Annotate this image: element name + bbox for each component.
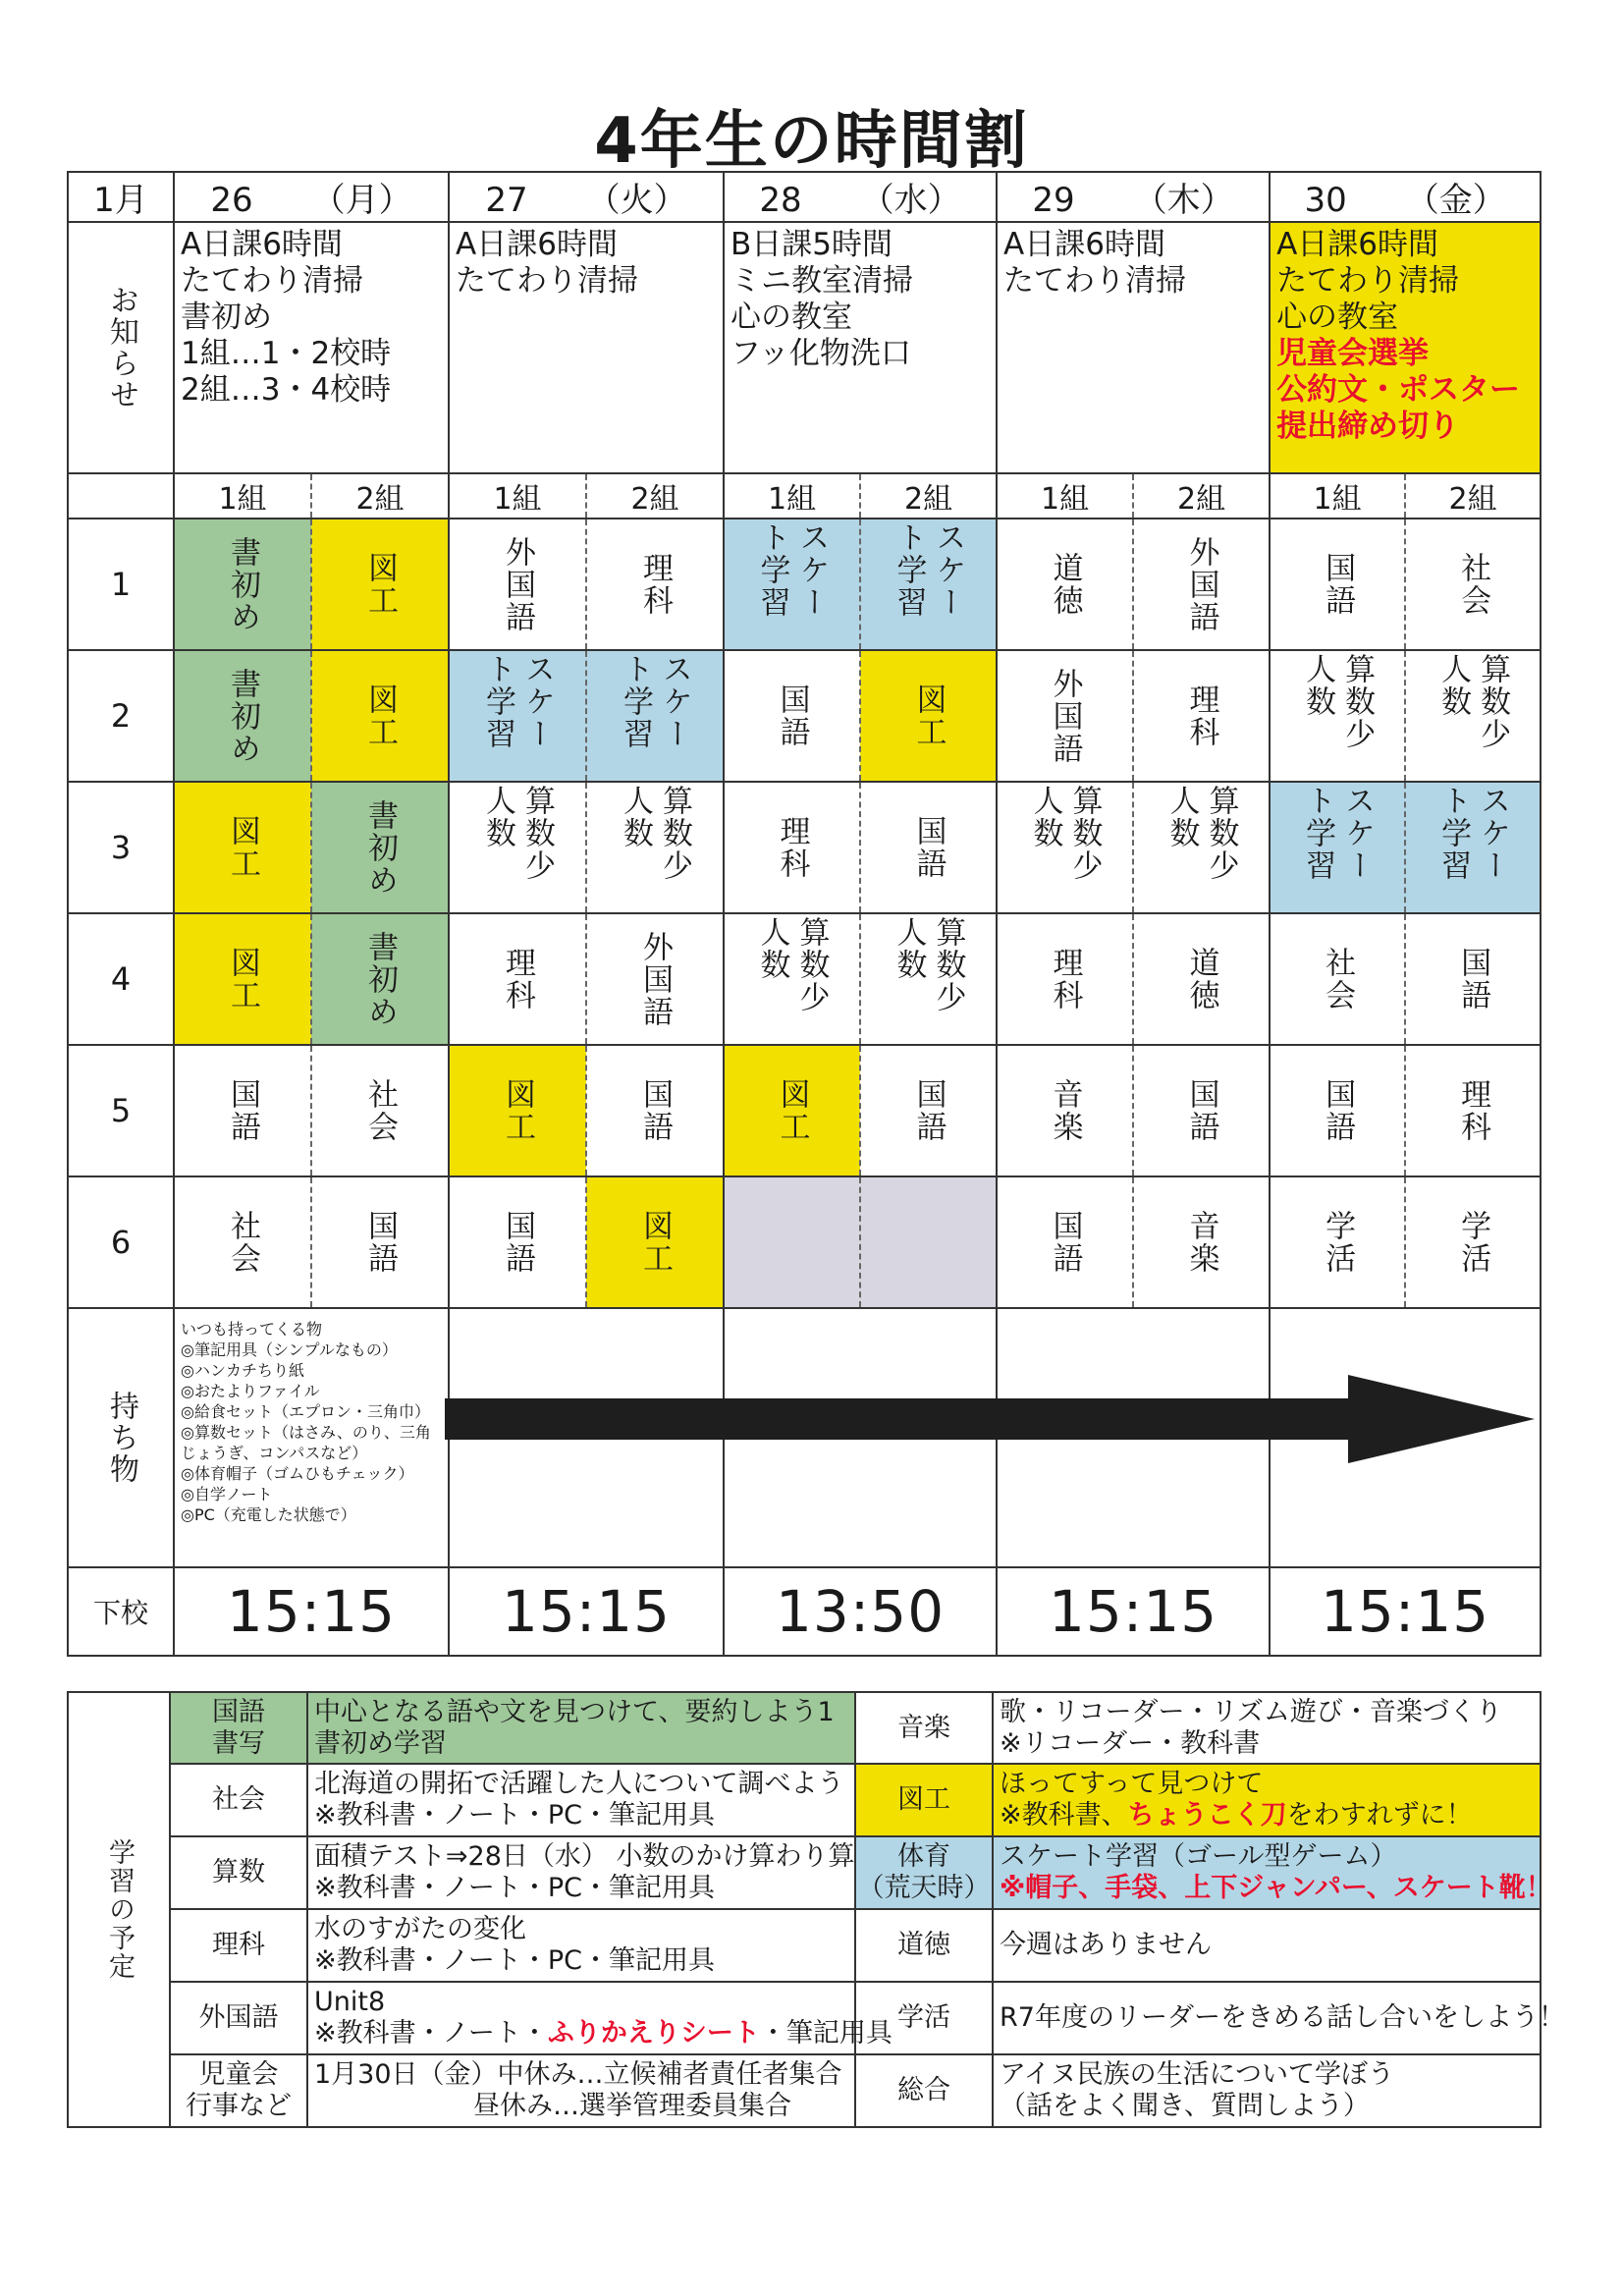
day-header [724,172,997,222]
subject-name: 国語 [1320,1078,1356,1143]
plan-line: ※帽子、手袋、上下ジャンパー、スケート靴！ [1000,1873,1552,1903]
notice-line: たてわり清掃 [1276,263,1460,299]
notice-label: お知らせ [104,285,138,410]
plan-row [68,1836,1541,1909]
dismissal-time: 13:50 [724,1567,997,1656]
subject-name: 音楽 [1183,1210,1219,1275]
subject-name: 音楽 [1047,1078,1083,1143]
plan-line: 水のすがたの変化 [314,1914,526,1944]
plan-subject [855,1909,993,1982]
plan-line: 北海道の開拓で活躍した人について調べよう [314,1769,844,1799]
day-date: 26 [210,181,253,220]
subject-name: 理科 [1183,683,1219,748]
plan-subject [170,1982,307,2054]
day-weekday: （金） [1405,181,1506,220]
subject-name: 学活 [1320,1210,1356,1275]
subject-cell [586,913,724,1045]
plan-subject-line: 書写 [212,1727,265,1759]
plan-line: アイヌ民族の生活について学ぼう [1000,2059,1395,2090]
notice-important-line: 提出締め切り [1276,409,1460,444]
dismissal-time: 15:15 [449,1567,724,1656]
subject-cell [1405,650,1541,782]
plan-line: 歌・リコーダー・リズム遊び・音楽づくり [1000,1696,1502,1727]
plan-label: 学習の予定 [104,1838,135,1981]
subject-name: 国語 [362,1210,398,1275]
subject-name: 算数少人数 [1027,785,1103,882]
day-header [1270,172,1541,222]
period-row [68,519,1541,650]
plan-description [307,1982,893,2054]
subject-cell [860,1176,997,1308]
class-group-label: 1組 [724,473,860,519]
subject-cell [1270,913,1405,1045]
day-header [997,172,1270,222]
plan-subject [855,2054,993,2127]
plan-subject [170,1909,307,1982]
plan-line [1000,1800,1534,1831]
class-group-label: 2組 [1405,473,1541,519]
subject-name: 書初め [362,930,398,1028]
subject-name: 図工 [225,947,260,1011]
subject-name: 国語 [774,683,810,748]
subject-cell [724,913,860,1045]
subject-name: 社会 [225,1210,260,1275]
subject-cell [724,1176,860,1308]
period-row [68,913,1541,1045]
subject-name: 道徳 [1047,552,1083,617]
subject-name: スケート学習 [618,653,693,750]
subject-name: 外国語 [637,930,674,1028]
belonging-item: ◎体育帽子（ゴムひもチェック） [181,1464,414,1483]
plan-line: ※教科書・ノート・PC・筆記用具 [314,1873,715,1903]
class-group-label: 2組 [1133,473,1270,519]
subject-cell [860,782,997,913]
subject-cell [586,782,724,913]
day-date: 27 [485,181,528,220]
subject-name: 算数少人数 [480,785,556,882]
notice-line: フッ化物洗口 [730,336,911,371]
class-group-label: 1組 [1270,473,1405,519]
plan-subject [855,1836,993,1909]
plan-subject-line: 国語 [212,1696,265,1727]
subject-name: 図工 [774,1078,810,1143]
subject-cell [1270,1045,1405,1176]
subject-cell [1405,1176,1541,1308]
plan-description [993,1909,1541,1982]
subject-cell [1270,782,1405,913]
blank-cell [68,473,174,519]
subject-name: 図工 [500,1078,536,1143]
subject-cell [1270,1176,1405,1308]
subject-cell [1270,650,1405,782]
plan-description [993,1982,1565,2054]
subject-name: 国語 [1183,1078,1219,1143]
plan-line: ※教科書・ノート・PC・筆記用具 [314,1945,715,1976]
belonging-item: ◎筆記用具（シンプルなもの） [181,1340,398,1359]
notice-line: A日課6時間 [1003,227,1165,262]
subject-cell [1133,913,1270,1045]
period-number: 4 [68,913,174,1045]
study-plan-table [67,1691,1565,2128]
subject-cell [997,519,1133,650]
subject-name: 算数少人数 [1163,785,1239,882]
day-notice [449,222,724,473]
subject-name: 理科 [1047,947,1083,1011]
notice-line: 心の教室 [730,300,853,335]
subject-name: 理科 [774,815,810,880]
page-title: 4年生の時間割 [594,105,1029,178]
notice-line: たてわり清掃 [456,263,639,299]
plan-line: ※リコーダー・教科書 [1000,1727,1261,1759]
subject-name: 社会 [362,1078,398,1143]
plan-description [307,1836,855,1909]
plan-subject [855,1692,993,1764]
subject-name: 算数少人数 [754,916,830,1013]
subject-cell [449,650,586,782]
plan-subject-line: 図工 [897,1784,950,1815]
notice-line: 1組…1・2校時 [181,336,392,371]
notice-line: 書初め [181,300,272,335]
belongings-label: 持ち物 [104,1391,138,1485]
plan-subject-line: 総合 [897,2075,950,2105]
subject-cell [1270,519,1405,650]
period-row [68,782,1541,913]
subject-cell [860,519,997,650]
subject-name: 算数少人数 [891,916,966,1013]
subject-name: 書初め [225,667,260,765]
period-number: 6 [68,1176,174,1308]
subject-cell [311,782,449,913]
belonging-item: ◎おたよりファイル [181,1382,320,1400]
subject-name: スケート学習 [480,653,556,750]
plan-subject [170,1692,307,1764]
period-number: 3 [68,782,174,913]
plan-line: 昼休み…選挙管理委員集合 [473,2091,791,2121]
subject-name: 国語 [1455,947,1491,1011]
subject-cell [311,1045,449,1176]
notice-line: たてわり清掃 [1003,263,1187,299]
subject-name: 国語 [637,1078,674,1143]
belonging-item: ◎ハンカチちり紙 [181,1361,304,1380]
subject-name: 国語 [1047,1210,1083,1275]
plan-description [993,1764,1541,1836]
subject-name: 国語 [910,815,947,880]
day-notice [724,222,997,473]
day-notice [1270,222,1541,473]
subject-name: 外国語 [1183,535,1219,633]
notice-line: ミニ教室清掃 [730,263,914,299]
subject-name: 理科 [1455,1078,1491,1143]
day-header [449,172,724,222]
plan-subject-line: 社会 [212,1784,265,1815]
subject-cell [174,650,311,782]
subject-cell [724,519,860,650]
plan-subject-line: 外国語 [198,2002,279,2033]
subject-name: 外国語 [1047,667,1083,765]
plan-line: スケート学習（ゴール型ゲーム） [1000,1841,1397,1872]
belonging-item: じょうぎ、コンパスなど） [181,1444,368,1462]
dismissal-time: 15:15 [174,1567,449,1656]
subject-cell [860,650,997,782]
period-row [68,1176,1541,1308]
notice-line: A日課6時間 [181,227,343,262]
plan-subject [855,1764,993,1836]
notice-line: A日課6時間 [1276,227,1438,262]
plan-text: ※教科書、 [1000,1800,1128,1831]
plan-subject-line: （荒天時） [857,1873,991,1903]
day-notice [997,222,1270,473]
subject-name: 理科 [500,947,536,1011]
subject-name: 国語 [1320,552,1356,617]
plan-subject-line: 学活 [897,2002,950,2033]
subject-cell [449,913,586,1045]
subject-cell [174,1045,311,1176]
subject-cell [1133,519,1270,650]
plan-description [307,1692,855,1764]
subject-name: スケート学習 [1300,785,1376,882]
notice-important-line: 公約文・ポスター [1276,372,1521,408]
dismissal-time: 15:15 [1270,1567,1541,1656]
subject-cell [1133,650,1270,782]
period-number: 5 [68,1045,174,1176]
subject-cell [449,519,586,650]
dismissal-time: 15:15 [997,1567,1270,1656]
notice-important-line: 児童会選挙 [1276,336,1430,371]
notice-row [68,222,1541,473]
class-group-row [68,473,1541,519]
day-date: 29 [1032,181,1075,220]
plan-subject-line: 理科 [212,1930,265,1960]
subject-cell [1133,1045,1270,1176]
belonging-item: いつも持ってくる物 [181,1320,323,1339]
subject-name: 社会 [1455,552,1491,617]
plan-subject-line: 算数 [212,1857,265,1887]
plan-highlight: ちょうこく刀 [1127,1800,1287,1831]
plan-subject [170,1764,307,1836]
plan-text: ・筆記用具 [759,2018,893,2049]
subject-cell [174,1176,311,1308]
belonging-item: ◎給食セット（エプロン・三角巾） [181,1402,430,1421]
plan-subject-line: 児童会 [198,2059,279,2090]
plan-highlight: ふりかえりシート [547,2018,760,2049]
subject-cell [311,1176,449,1308]
subject-name: 書初め [362,798,398,897]
subject-name: 道徳 [1183,947,1219,1011]
day-notice [174,222,449,473]
day-weekday: （水） [860,181,961,220]
subject-cell [311,913,449,1045]
period-row [68,650,1541,782]
subject-name: 算数少人数 [1300,653,1376,750]
subject-cell [449,1045,586,1176]
subject-name: 図工 [225,815,260,880]
notice-line: たてわり清掃 [181,263,363,299]
plan-line: ※教科書・ノート・PC・筆記用具 [314,1800,715,1831]
class-group-label: 2組 [586,473,724,519]
class-group-label: 1組 [997,473,1133,519]
plan-subject-line: 行事など [186,2091,292,2121]
plan-line: 今週はありません [1000,1930,1212,1960]
day-weekday: （火） [586,181,687,220]
plan-text: をわすれずに！ [1286,1800,1473,1831]
plan-row [68,1982,1541,2054]
subject-name: スケート学習 [891,521,966,619]
subject-name: スケート学習 [1435,785,1511,882]
day-weekday: （木） [1133,181,1234,220]
subject-name: 算数少人数 [1435,653,1511,750]
subject-cell [586,519,724,650]
plan-description [307,1764,855,1836]
period-number: 2 [68,650,174,782]
subject-cell [1405,1045,1541,1176]
subject-cell [1405,913,1541,1045]
plan-line: 書初め学習 [314,1727,447,1759]
subject-name: 国語 [500,1210,536,1275]
subject-name: 理科 [637,552,674,617]
plan-description [307,1909,855,1982]
day-weekday: （月） [311,181,412,220]
plan-line: （話をよく聞き、質問しよう） [1000,2091,1370,2121]
subject-cell [586,1045,724,1176]
plan-text: ※教科書・ノート・ [314,2018,548,2049]
dismissal-row [68,1567,1541,1656]
plan-row [68,2054,1541,2127]
plan-description [993,1836,1552,1909]
notice-line: 心の教室 [1276,300,1399,335]
subject-cell [586,1176,724,1308]
plan-subject-line: 体育 [897,1841,950,1872]
subject-cell [997,1045,1133,1176]
class-group-label: 1組 [174,473,311,519]
subject-cell [586,650,724,782]
plan-row [68,1764,1541,1836]
subject-cell [311,519,449,650]
notice-line: A日課6時間 [456,227,618,262]
subject-name: 図工 [362,683,398,748]
subject-cell [997,913,1133,1045]
plan-description [993,1692,1541,1764]
continuation-arrow [445,1375,1537,1463]
day-date: 30 [1304,181,1347,220]
period-number: 1 [68,519,174,650]
plan-subject-line: 音楽 [897,1712,950,1743]
subject-cell [997,1176,1133,1308]
plan-description [993,2054,1541,2127]
subject-cell [449,1176,586,1308]
subject-name: 学活 [1455,1210,1491,1275]
subject-name: スケート学習 [754,521,830,619]
period-row [68,1045,1541,1176]
subject-name: 算数少人数 [618,785,693,882]
plan-line: ほってすって見つけて [1000,1769,1264,1799]
subject-cell [997,782,1133,913]
plan-line [314,2018,893,2050]
subject-cell [724,650,860,782]
class-group-label: 1組 [449,473,586,519]
plan-subject-line: 道徳 [897,1930,950,1960]
plan-row [68,1692,1541,1764]
plan-line: 中心となる語や文を見つけて、要約しよう1 [314,1696,835,1727]
subject-cell [174,519,311,650]
subject-cell [311,650,449,782]
subject-name: 国語 [225,1078,260,1143]
subject-cell [174,913,311,1045]
day-header [174,172,449,222]
subject-cell [1405,519,1541,650]
class-group-label: 2組 [860,473,997,519]
subject-cell [860,1045,997,1176]
subject-name: 外国語 [500,535,536,633]
plan-line: Unit8 [314,1987,386,2017]
subject-cell [1133,1176,1270,1308]
notice-line: 2組…3・4校時 [181,372,392,408]
plan-line: 1月30日（金）中休み…立候補者責任者集合 [314,2059,842,2090]
subject-cell [1133,782,1270,913]
plan-row [68,1909,1541,1982]
plan-line: R7年度のリーダーをきめる話し合いをしよう！ [1000,2002,1565,2033]
plan-subject [170,1836,307,1909]
subject-cell [1405,782,1541,913]
day-date: 28 [759,181,802,220]
subject-name: 図工 [637,1210,674,1275]
subject-cell [860,913,997,1045]
subject-name: 国語 [910,1078,947,1143]
plan-line: 面積テスト⇒28日（水） 小数のかけ算わり算 [314,1841,855,1872]
subject-cell [997,650,1133,782]
belonging-item: ◎算数セット（はさみ、のり、三角 [181,1423,431,1442]
subject-name: 図工 [362,552,398,617]
subject-name: 書初め [225,535,260,633]
belonging-item: ◎自学ノート [181,1485,273,1503]
class-group-label: 2組 [311,473,449,519]
plan-description [307,2054,855,2127]
subject-name: 社会 [1320,947,1356,1011]
day-header-row [68,172,1541,222]
subject-cell [174,782,311,913]
belonging-item: ◎PC（充電した状態で） [181,1505,356,1524]
month-label: 1月 [68,172,174,222]
belongings-list [174,1308,449,1567]
subject-cell [724,1045,860,1176]
subject-name: 図工 [910,683,947,748]
plan-subject [170,2054,307,2127]
subject-cell [724,782,860,913]
subject-cell [449,782,586,913]
dismissal-label: 下校 [68,1567,174,1656]
notice-line: B日課5時間 [730,227,893,262]
